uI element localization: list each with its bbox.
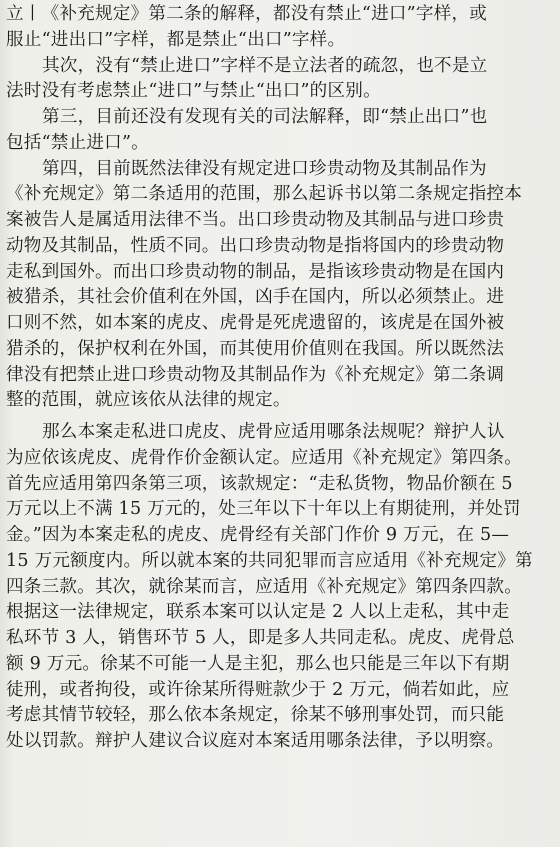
text-line: 私环节 3 人，销售环节 5 人，即是多人共同走私。虎皮、虎骨总 <box>6 628 515 648</box>
text-line: 为应依该虎皮、虎骨作价金额认定。应适用《补充规定》第四条。 <box>6 447 523 468</box>
text-line: 整的范围，就应该依从法律的规定。 <box>6 390 291 411</box>
text-line: 猎杀的，保护权利在外国，而其使用价值则在我国。所以既然法 <box>6 338 505 359</box>
paragraph <box>6 2 556 54</box>
text-line: 服止“进出口”字样，都是禁止“出口”字样。 <box>6 29 346 50</box>
text-line: 走私到国外。而出口珍贵动物的制品，是指该珍贵动物是在国内 <box>6 261 505 282</box>
text-line: 案被告人是属适用法律不当。出口珍贵动物及其制品与进口珍贵 <box>6 210 505 230</box>
paragraph <box>6 420 556 755</box>
text-line: 律没有把禁止进口珍贵动物及其制品作为《补充规定》第二条调 <box>6 364 505 385</box>
paragraph <box>6 54 556 106</box>
text-line: 首先应适用第四条第三项，该款规定：“走私货物，物品价额在 5 <box>6 473 513 494</box>
text-line: 金。”因为本案走私的虎皮、虎骨经有关部门作价 9 万元，在 5— <box>6 525 510 545</box>
text-line: 第四，目前既然法律没有规定进口珍贵动物及其制品作为 <box>42 158 487 179</box>
text-line: 口则不然，如本案的虎皮、虎骨是死虎遗留的，该虎是在国外被 <box>6 313 505 333</box>
text-line: 动物及其制品，性质不同。出口珍贵动物是指将国内的珍贵动物 <box>6 235 505 256</box>
text-line: 考虑其情节较轻，那么依本条规定，徐某不够刑事处罚，而只能 <box>6 705 505 726</box>
text-line: 包括“禁止进口”。 <box>6 132 149 153</box>
text-line: 额 9 万元。徐某不可能一人是主犯，那么也只能是三年以下有期 <box>6 653 510 674</box>
text-line: 万元以上不满 15 万元的，处三年以下十年以上有期徒刑，并处罚 <box>6 499 521 520</box>
text-line: 徒刑，或者拘役，或许徐某所得赃款少于 2 万元，倘若如此，应 <box>6 679 510 700</box>
text-line: 根据这一法律规定，联系本案可以认定是 2 人以上走私，其中走 <box>6 602 510 623</box>
text-line: 法时没有考虑禁止“进口”与禁止“出口”的区别。 <box>6 81 381 102</box>
paragraph <box>6 157 556 415</box>
text-line: 处以罚款。辩护人建议合议庭对本案适用哪条法律，予以明察。 <box>6 731 505 751</box>
text-line: 立丨《补充规定》第二条的解释，都没有禁止“进口”字样，或 <box>6 4 488 24</box>
text-line: 15 万元额度内。所以就本案的共同犯罪而言应适用《补充规定》第 <box>6 550 533 571</box>
text-line: 四条三款。其次，就徐某而言，应适用《补充规定》第四条四款。 <box>6 576 523 597</box>
document-body <box>6 2 556 755</box>
text-line: 其次，没有“禁止进口”字样不是立法者的疏忽，也不是立 <box>42 55 488 76</box>
text-line: 《补充规定》第二条适用的范围，那么起诉书以第二条规定指控本 <box>6 184 523 205</box>
text-line: 被猎杀，其社会价值利在外国，凶手在国内，所以必须禁止。进 <box>6 287 505 308</box>
paragraph <box>6 105 556 157</box>
text-line: 那么本案走私进口虎皮、虎骨应适用哪条法规呢？辩护人认 <box>42 422 505 442</box>
text-line: 第三，目前还没有发现有关的司法解释，即“禁止出口”也 <box>42 107 488 127</box>
